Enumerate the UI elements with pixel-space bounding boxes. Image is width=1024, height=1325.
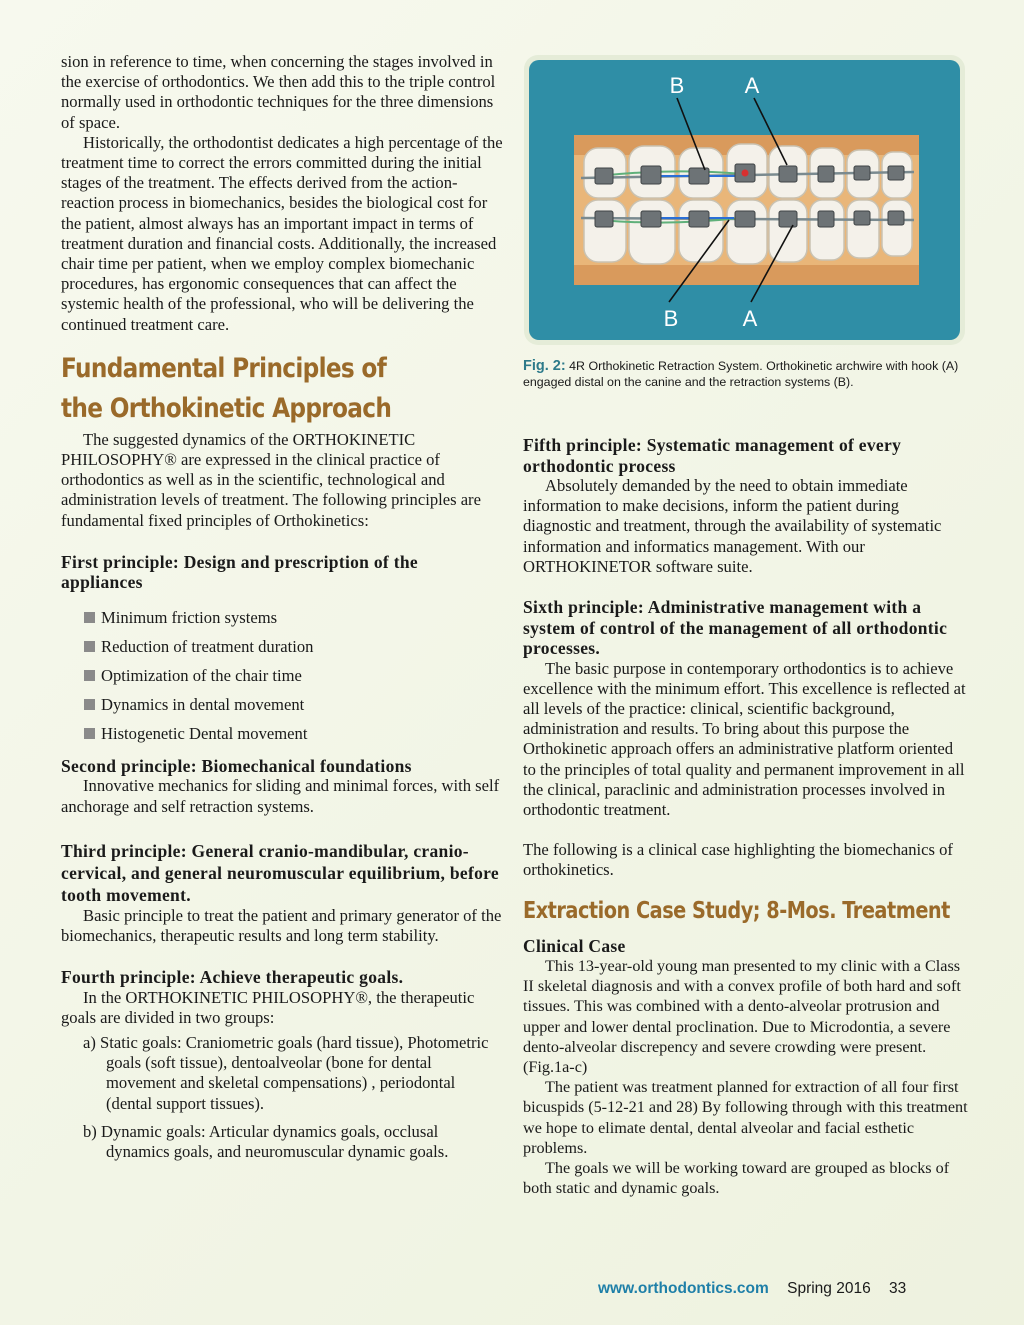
intro-paragraph-2: Historically, the orthodontist dedicates a high percentage of the treatment time to correct the errors committed during the initial stages of the treatment. The effects derived from the action-reaction process in biomechanics, besides the biological cost for the patient, almost always has an important impact in terms of treatment duration and financial costs. Additionally, the increased chair time per patient, when we employ complex biomechanic procedures, has ergonomic consequences that can affect the systemic health of the professional, who will be delivering the continued treatment care. (61, 132, 503, 334)
square-bullet-icon (84, 699, 95, 710)
label-top-b: B (669, 73, 685, 98)
first-principle-heading: First principle: Design and prescription of the appliances (61, 551, 418, 593)
fourth-principle-heading: Fourth principle: Achieve therapeutic goals. (61, 967, 404, 988)
clinical-case-heading: Clinical Case (523, 935, 626, 956)
figure-caption (523, 358, 968, 390)
fifth-principle-heading: Fifth principle: Systematic management of every orthodontic process (523, 435, 902, 476)
square-bullet-icon (84, 641, 95, 652)
label-top-a: A (744, 73, 760, 98)
third-principle-heading: Third principle: General cranio-mandibular, cranio-cervical, and general neuromuscular equilibrium, before tooth movement. (61, 840, 499, 905)
list-item: Optimization of the chair time (84, 666, 503, 695)
fourth-principle-dynamic-goals: b) Dynamic goals: Articular dynamics goals, occlusal dynamics goals, and neuromuscular dynamic goals. (83, 1121, 449, 1162)
section-title-line-2: the Orthokinetic Approach (61, 392, 392, 424)
footer-url-link[interactable]: www.orthodontics.com (598, 1280, 769, 1297)
following-text: The following is a clinical case highlighting the biomechanics of orthokinetics. (523, 840, 953, 880)
list-item: Minimum friction systems (84, 608, 503, 637)
clinical-case-paragraph-3: The goals we will be working toward are grouped as blocks of both static and dynamic goals. (523, 1159, 950, 1198)
clinical-case-paragraph-2: The patient was treatment planned for extraction of all four first bicuspids (5-12-21 and 28) By following through with this treatment we hope to elimate dental, dental alveolar and facial esthetic problems. (523, 1078, 968, 1157)
figure-caption-text: 4R Orthokinetic Retraction System. Orthokinetic archwire with hook (A) engaged distal on the canine and the retraction systems (B). (523, 359, 959, 389)
square-bullet-icon (84, 612, 95, 623)
figure-caption-label: Fig. 2: (523, 358, 566, 374)
sixth-principle-body: The basic purpose in contemporary orthodontics is to achieve excellence with the minimum effort. This excellence is reflected at all levels of the practice: clinical, scientific background, administration and results. To bring about this purpose the Orthokinetic approach offers an administrative platform oriented to the principles of total quality and permanent improvement in all the clinical, paraclinic and administration processes involved in orthodontic treatment. (523, 658, 966, 819)
section-title (61, 349, 503, 429)
sixth-principle-heading: Sixth principle: Administrative management with a system of control of the management of all orthodontic processes. (523, 597, 948, 659)
intro-paragraph-1: sion in reference to time, when concerning the stages involved in the exercise of orthodontics. We then add this to the triple control normally used in orthodontic techniques for the three dimensions of space. (61, 52, 496, 132)
footer-issue: Spring 2016 (787, 1280, 871, 1297)
third-principle-body: Basic principle to treat the patient and primary generator of the biomechanics, therapeutic results and long term stability. (61, 905, 502, 945)
right-column (523, 55, 968, 1198)
section-body: The suggested dynamics of the ORTHOKINETIC PHILOSOPHY® are expressed in the clinical practice of orthodontics as well as in the scientific, technological and administration levels of treatment. The following principles are fundamental fixed principles of Orthokinetics: (61, 429, 481, 530)
square-bullet-icon (84, 670, 95, 681)
left-column (61, 52, 503, 1162)
clinical-case-paragraph-1: This 13-year-old young man presented to my clinic with a Class II skeletal diagnosis and with a convex profile of both hard and soft tissues. This was combined with a dento-alveolar protrusion and upper and lower dental proclination. Due to Microdontia, a severe dento-alveolar discrepency and severe crowding were present.(Fig.1a-c) (523, 957, 961, 1077)
fourth-principle-static-goals: a) Static goals: Craniometric goals (hard tissue), Photometric goals (soft tissue), dentoalveolar (bone for dental movement and skeletal compensations) , periodontal (dental support tissues). (83, 1033, 489, 1113)
page-footer (598, 1280, 906, 1298)
list-item: Histogenetic Dental movement (84, 724, 503, 753)
second-principle-heading: Second principle: Biomechanical foundations (61, 755, 412, 776)
label-bottom-b: B (663, 306, 679, 331)
footer-page-number: 33 (889, 1280, 907, 1297)
list-item: Dynamics in dental movement (84, 695, 503, 724)
case-study-title: Extraction Case Study; 8-Mos. Treatment (523, 897, 950, 924)
figure-2-image (524, 55, 965, 345)
fifth-principle-body: Absolutely demanded by the need to obtain immediate information to make decisions, inform the patient during diagnostic and treatment, through the availability of systematic information and informatics management. With our ORTHOKINETOR software suite. (523, 476, 942, 576)
square-bullet-icon (84, 728, 95, 739)
first-principle-list (61, 608, 503, 753)
section-title-line-1: Fundamental Principles of (61, 352, 387, 384)
list-item: Reduction of treatment duration (84, 637, 503, 666)
dental-retraction-illustration (529, 60, 960, 340)
fourth-principle-body: In the ORTHOKINETIC PHILOSOPHY®, the therapeutic goals are divided in two groups: (61, 987, 475, 1027)
second-principle-body: Innovative mechanics for sliding and minimal forces, with self anchorage and self retraction systems. (61, 776, 500, 816)
label-bottom-a: A (742, 306, 758, 331)
